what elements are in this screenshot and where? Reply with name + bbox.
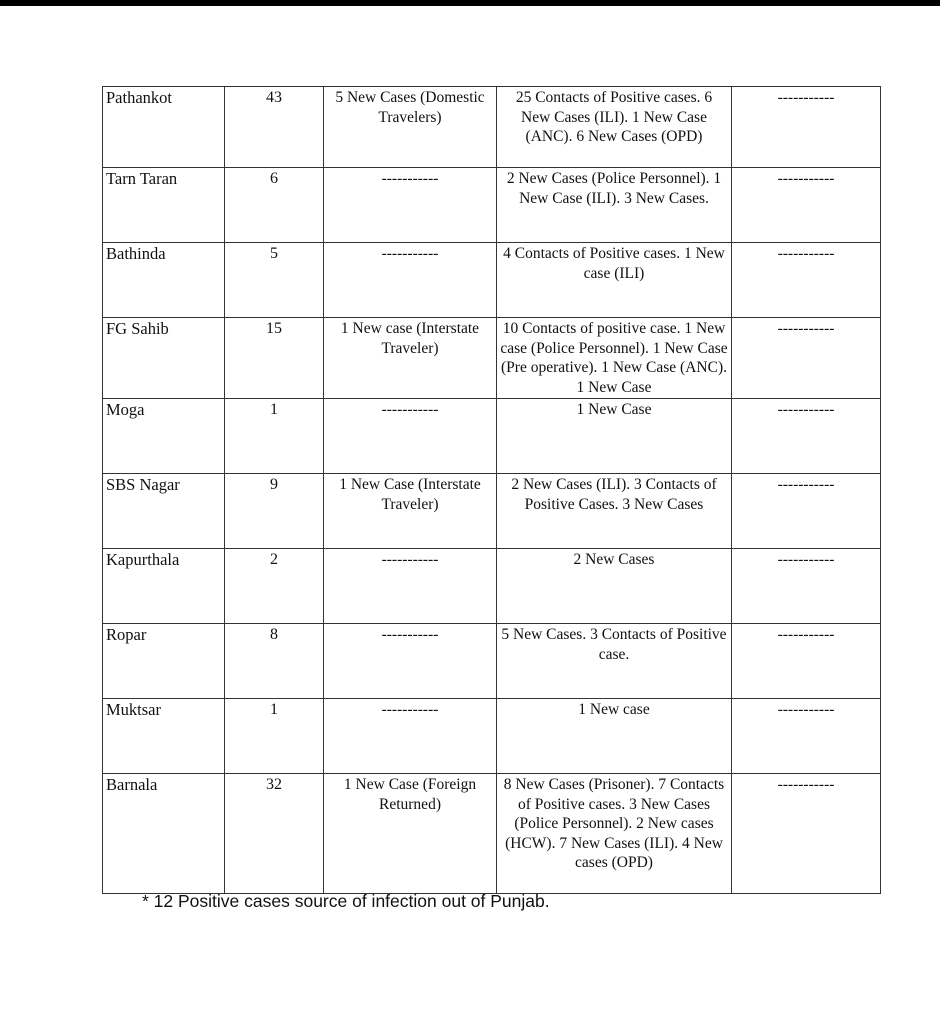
case-details: 2 New Cases (ILI). 3 Contacts of Positive Cases. 3 New Cases <box>497 474 732 549</box>
travel-cases: 5 New Cases (Domestic Travelers) <box>324 87 497 168</box>
remarks: ----------- <box>732 474 881 549</box>
table-row <box>103 243 881 318</box>
table-row <box>103 774 881 894</box>
travel-cases: ----------- <box>324 399 497 474</box>
case-details: 2 New Cases (Police Personnel). 1 New Case (ILI). 3 New Cases. <box>497 168 732 243</box>
table-row <box>103 87 881 168</box>
district-name: FG Sahib <box>103 318 225 399</box>
remarks: ----------- <box>732 243 881 318</box>
remarks: ----------- <box>732 168 881 243</box>
case-count: 6 <box>225 168 324 243</box>
case-count: 5 <box>225 243 324 318</box>
district-cases-table <box>102 86 881 894</box>
case-count: 2 <box>225 549 324 624</box>
case-details: 8 New Cases (Prisoner). 7 Contacts of Positive cases. 3 New Cases (Police Personnel). 2 New cases (HCW). 7 New Cases (ILI). 4 New cases (OPD) <box>497 774 732 894</box>
remarks: ----------- <box>732 318 881 399</box>
table-row <box>103 318 881 399</box>
travel-cases: ----------- <box>324 699 497 774</box>
district-name: Moga <box>103 399 225 474</box>
travel-cases: ----------- <box>324 549 497 624</box>
district-name: Bathinda <box>103 243 225 318</box>
district-name: Pathankot <box>103 87 225 168</box>
district-name: Ropar <box>103 624 225 699</box>
remarks: ----------- <box>732 774 881 894</box>
remarks: ----------- <box>732 624 881 699</box>
remarks: ----------- <box>732 549 881 624</box>
district-name: SBS Nagar <box>103 474 225 549</box>
case-count: 8 <box>225 624 324 699</box>
table-row <box>103 549 881 624</box>
case-details: 1 New case <box>497 699 732 774</box>
table-row <box>103 699 881 774</box>
case-count: 43 <box>225 87 324 168</box>
district-name: Tarn Taran <box>103 168 225 243</box>
case-count: 9 <box>225 474 324 549</box>
case-count: 15 <box>225 318 324 399</box>
case-details: 5 New Cases. 3 Contacts of Positive case. <box>497 624 732 699</box>
table-row <box>103 474 881 549</box>
remarks: ----------- <box>732 87 881 168</box>
table-row <box>103 168 881 243</box>
travel-cases: ----------- <box>324 624 497 699</box>
travel-cases: 1 New case (Interstate Traveler) <box>324 318 497 399</box>
case-details: 4 Contacts of Positive cases. 1 New case (ILI) <box>497 243 732 318</box>
travel-cases: ----------- <box>324 168 497 243</box>
case-details: 25 Contacts of Positive cases. 6 New Cases (ILI). 1 New Case (ANC). 6 New Cases (OPD) <box>497 87 732 168</box>
travel-cases: ----------- <box>324 243 497 318</box>
top-border-bar <box>0 0 940 6</box>
case-count: 1 <box>225 699 324 774</box>
travel-cases: 1 New Case (Interstate Traveler) <box>324 474 497 549</box>
case-details: 2 New Cases <box>497 549 732 624</box>
case-count: 1 <box>225 399 324 474</box>
remarks: ----------- <box>732 699 881 774</box>
table-row <box>103 624 881 699</box>
travel-cases: 1 New Case (Foreign Returned) <box>324 774 497 894</box>
district-name: Barnala <box>103 774 225 894</box>
table-row <box>103 399 881 474</box>
case-count: 32 <box>225 774 324 894</box>
case-details: 1 New Case <box>497 399 732 474</box>
footnote: * 12 Positive cases source of infection out of Punjab. <box>142 891 550 911</box>
district-name: Kapurthala <box>103 549 225 624</box>
district-name: Muktsar <box>103 699 225 774</box>
case-details: 10 Contacts of positive case. 1 New case (Police Personnel). 1 New Case (Pre operative). 1 New Case (ANC). 1 New Case <box>497 318 732 399</box>
remarks: ----------- <box>732 399 881 474</box>
